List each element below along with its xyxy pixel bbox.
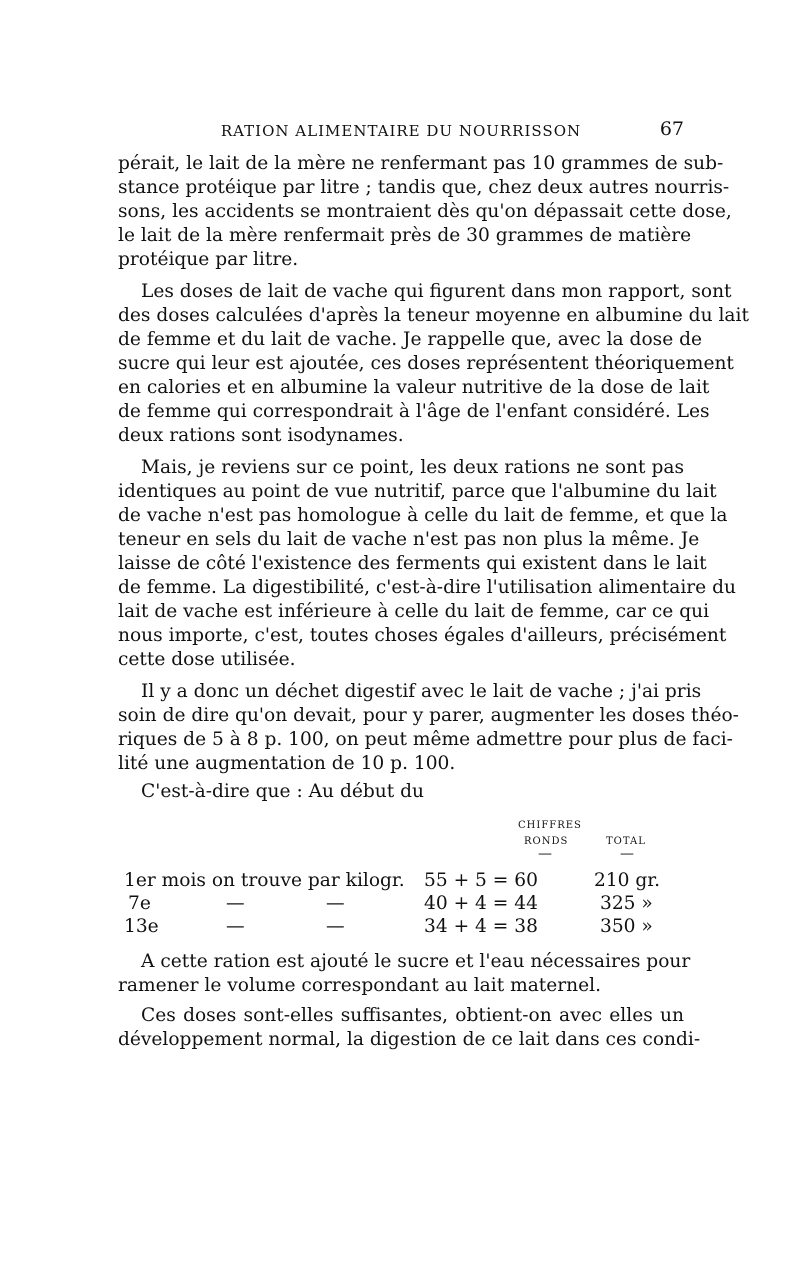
text-line: soin de dire qu'on devait, pour y parer, augmenter les doses théo- (118, 705, 739, 726)
table-header-chiffres: CHIFFRES (518, 820, 582, 831)
row-total: 210 gr. (594, 870, 661, 891)
row-ditto: — (326, 893, 345, 914)
text-line: teneur en sels du lait de vache n'est pas non plus la même. Je (118, 529, 700, 550)
text-line: lité une augmentation de 10 p. 100. (118, 753, 456, 774)
row-formula: 55 + 5 = 60 (424, 870, 538, 891)
row-ditto: — (326, 916, 345, 937)
table-header-ronds: RONDS (524, 836, 569, 847)
table-header-total: TOTAL (606, 836, 646, 847)
text-line: Ces doses sont-elles suffisantes, obtient-on avec elles un (141, 1005, 684, 1026)
row-age: 7e (128, 893, 151, 914)
text-line: nous importe, c'est, toutes choses égales d'ailleurs, précisément (118, 625, 727, 646)
row-age: 13e (124, 916, 159, 937)
text-line: sons, les accidents se montraient dès qu'on dépassait cette dose, (118, 201, 732, 222)
text-line: deux rations sont isodynames. (118, 425, 404, 446)
text-line: cette dose utilisée. (118, 649, 296, 670)
text-line: de vache n'est pas homologue à celle du lait de femme, et que la (118, 505, 728, 526)
text-line: A cette ration est ajouté le sucre et l'eau nécessaires pour (141, 951, 691, 972)
text-line: Mais, je reviens sur ce point, les deux rations ne sont pas (141, 457, 684, 478)
text-line: de femme. La digestibilité, c'est-à-dire l'utilisation alimentaire du (118, 577, 736, 598)
text-line: en calories et en albumine la valeur nutritive de la dose de lait (118, 377, 710, 398)
text-line: sucre qui leur est ajoutée, ces doses représentent théoriquement (118, 353, 734, 374)
text-line: protéique par litre. (118, 249, 299, 270)
table-header-rule: — (538, 846, 552, 862)
running-title: RATION ALIMENTAIRE DU NOURRISSON (220, 122, 582, 140)
text-line: Les doses de lait de vache qui figurent dans mon rapport, sont (141, 281, 732, 302)
text-line: des doses calculées d'après la teneur moyenne en albumine du lait (118, 305, 749, 326)
text-line: le lait de la mère renfermait près de 30 grammes de matière (118, 225, 692, 246)
text-line: riques de 5 à 8 p. 100, on peut même admettre pour plus de faci- (118, 729, 733, 750)
text-line: identiques au point de vue nutritif, parce que l'albumine du lait (118, 481, 717, 502)
text-line: développement normal, la digestion de ce lait dans ces condi- (118, 1029, 701, 1050)
text-line: de femme qui correspondrait à l'âge de l'enfant considéré. Les (118, 401, 710, 422)
row-ditto: — (226, 916, 245, 937)
table-header-rule: — (620, 846, 634, 862)
text-line: C'est-à-dire que : Au début du (141, 781, 424, 802)
text-line: pérait, le lait de la mère ne renfermant pas 10 grammes de sub- (118, 153, 724, 174)
text-line: de femme et du lait de vache. Je rappelle que, avec la dose de (118, 329, 703, 350)
row-age: 1er mois on trouve par kilogr. (124, 870, 405, 891)
row-formula: 40 + 4 = 44 (424, 893, 538, 914)
row-formula: 34 + 4 = 38 (424, 916, 538, 937)
text-line: lait de vache est inférieure à celle du lait de femme, car ce qui (118, 601, 710, 622)
row-total: 350 » (600, 916, 653, 937)
running-head (118, 118, 684, 142)
text-line: stance protéique par litre ; tandis que, chez deux autres nourris- (118, 177, 730, 198)
page-number: 67 (659, 118, 684, 140)
text-line: laisse de côté l'existence des ferments qui existent dans le lait (118, 553, 707, 574)
table-row (118, 893, 684, 917)
row-ditto: — (226, 893, 245, 914)
text-line: ramener le volume correspondant au lait maternel. (118, 975, 602, 996)
table-row (118, 916, 684, 940)
row-total: 325 » (600, 893, 653, 914)
text-line: Il y a donc un déchet digestif avec le lait de vache ; j'ai pris (141, 681, 702, 702)
table-row (118, 870, 684, 894)
